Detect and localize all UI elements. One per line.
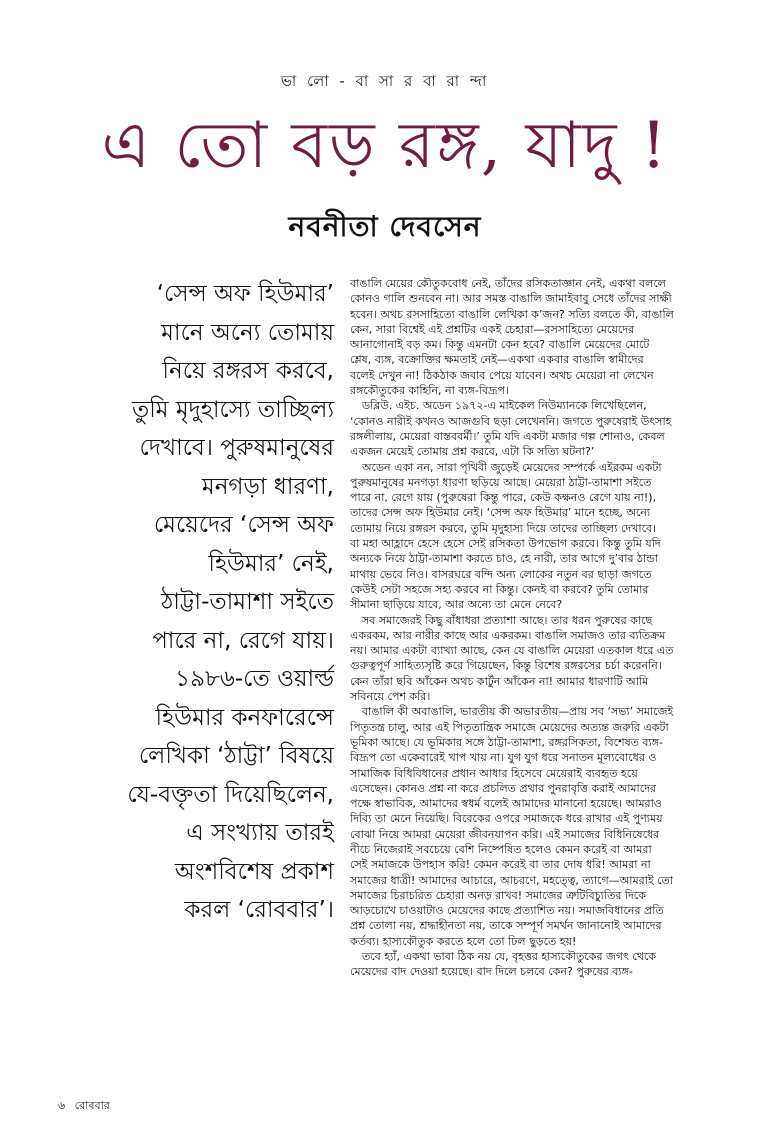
pull-quote-line: মানে অন্যে তোমায় bbox=[161, 319, 334, 346]
body-line: আড়চোখে চাওয়াটাও মেয়েদের কাছে প্রত্যাশিত নয়। সমাজবিধানের প্রতি bbox=[350, 904, 664, 918]
body-line: রঙ্গকৌতুকের কাহিনি, না ব্যঙ্গ-বিদ্রূপ। bbox=[350, 384, 509, 398]
body-line: বাঙালি মেয়ের কৌতুকবোধ নেই, তাঁদের রসিকতাজ্ঞান নেই, একথা বললে bbox=[350, 277, 666, 290]
body-line: কেউই সেটা সহজে সহ্য করবে না কিন্তু। কেনই বা করবে? তুমি তোমার bbox=[350, 582, 649, 596]
body-line: সমাজের চিরাচরিত চেহারা অনড় রাখব! সমাজের ত্রুটিবিচ্যুতির দিকে bbox=[350, 888, 646, 902]
body-line: বা মহা আহ্লাদে হেসে হেসে সেই রসিকতা উপভোগ করবে। কিন্তু তুমি যদি bbox=[350, 537, 661, 551]
body-line: তাদের সেন্স অফ হিউমার নেই। ‘সেন্স অফ হিউমার’ মানে হচ্ছে, অন্যে bbox=[350, 506, 651, 520]
page-footer bbox=[58, 1097, 116, 1116]
body-line: হবেন। অথচ রসসাহিত্যে বাঙালি লেখিকা ক’জন? সত্যি বলতে কী, বাঙালি bbox=[350, 307, 674, 321]
pull-quote-line: ‘সেন্স অফ হিউমার’ bbox=[156, 281, 334, 307]
body-line: নীচে নিজেরাই সবচেয়ে বেশি নিষ্পেষিত হলেও কেমন করেই বা আমরা bbox=[350, 842, 652, 856]
page-number: ৬ bbox=[58, 1099, 66, 1112]
body-line: পিতৃতন্ত্র চালু, আর এই পিতৃতান্ত্রিক সমাজে মেয়েদের অত্যন্ত জরুরি একটা bbox=[350, 720, 669, 734]
body-line: ভূমিকা আছে। যে ভূমিকার সঙ্গে ঠাট্টা-তামাশা, রঙ্গরসিকতা, বিশেষত ব্যঙ্গ- bbox=[350, 735, 663, 749]
body-line: বিদ্রূপ তো একেবারেই খাপ খায় না। যুগ যুগ ধরে সনাতন মূল্যবোধের ও bbox=[350, 751, 657, 765]
body-line: মাথায় ভেবে নিও। বাসরঘরে বন্দি অন্য লোকের নতুন বর ছাড়া জগতে bbox=[350, 567, 652, 581]
pull-quote-line: পারে না, রেগে যায়। bbox=[152, 627, 334, 654]
body-line: সব সমাজেরই কিছু বাঁধাধরা প্রত্যাশা আছে। তার ধরন পুরুষের কাছে bbox=[362, 613, 653, 627]
body-line: এসেছেন। কোনও প্রশ্ন না করে প্রচলিত প্রথার পুনরাবৃত্তি করাই আমাদের bbox=[350, 781, 656, 795]
pull-quote-line: হিউমার কনফারেন্সে bbox=[155, 704, 334, 731]
body-line: সমাজের ধাত্রী! আমাদের আচারে, আচরণে, মহত্ত্বে, ত্যাগে—আমরাই তো bbox=[350, 873, 673, 887]
body-line: ডব্লিউ. এইচ. অডেন ১৯৭২-এ মাইকেল নিউম্যানকে লিখেছিলেন, bbox=[362, 399, 647, 413]
body-line: সামাজিক বিধিবিধানের প্রধান আধার হিসেবে মেয়েরাই ব্যবহৃত হয়ে bbox=[350, 766, 638, 780]
body-line: পক্ষে স্বাভাবিক, আমাদের স্বধর্ম বলেই আমাদের মানানো হয়েছে। আমরাও bbox=[350, 797, 662, 811]
pull-quote-line: অংশবিশেষ প্রকাশ bbox=[174, 858, 334, 885]
article-author: নবনীতা দেবসেন bbox=[288, 210, 482, 243]
pull-quote-line: তুমি মৃদুহাস্যে তাচ্ছিল্য bbox=[131, 396, 334, 423]
body-line: মেয়েদের বাদ দেওয়া হয়েছে। বাদ দিলে চলবে কেন? পুরুষের ব্যঙ্গ- bbox=[350, 965, 633, 979]
pull-quote-line: করল ‘রোববার’। bbox=[184, 897, 334, 923]
body-line: অডেন একা নন, সারা পৃথিবী জুড়েই মেয়েদের সম্পর্কে এইরকম একটা bbox=[362, 460, 662, 474]
body-line: অন্যকে নিয়ে ঠাট্টা-তামাশা করতে চাও, হে নারী, তার আগে দু’বার ঠান্ডা bbox=[350, 552, 659, 566]
pull-quote bbox=[88, 275, 334, 930]
body-line: একরকম, আর নারীর কাছে আর একরকম। বাঙালি সমাজও তার ব্যতিক্রম bbox=[350, 628, 666, 642]
body-line: পুরুষমানুষের মনগড়া ধারণা ছড়িয়ে আছে। মেয়েরা ঠাট্টা-তামাশা সইতে bbox=[350, 475, 652, 489]
pull-quote-line: এ সংখ্যায় তারই bbox=[186, 820, 334, 846]
body-line: তোমায় নিয়ে রঙ্গরস করবে, তুমি মৃদুহাস্য দিয়ে তাদের তাচ্ছিল্য দেখাবে। bbox=[350, 521, 657, 535]
section-kicker: ভা লো - বা সা র বা রা ন্দা bbox=[280, 72, 490, 90]
body-line: কোনও গালি শুনবেন না। আর সমস্ত বাঙালি জামাইবাবু সেধে তাঁদের সাক্ষী bbox=[350, 292, 672, 306]
body-line: দিব্যি তা মেনে নিয়েছি। বিবেকের ওপরে সমাজকে ধরে রাখার এই পুণ্যময় bbox=[350, 812, 663, 826]
article-body bbox=[350, 276, 686, 980]
body-line: গুরুত্বপূর্ণ সাহিত্যসৃষ্টি করে গিয়েছেন, কিন্তু বিশেষ রঙ্গরসের চর্চা করেননি। bbox=[350, 659, 662, 673]
pull-quote-line: ১৯৮৬-তে ওয়ার্ল্ড bbox=[175, 666, 334, 692]
body-line: বাঙালি কী অবাঙালি, ভারতীয় কী অভারতীয়—প্রায় সব ‘সভ্য’ সমাজেই bbox=[362, 705, 674, 719]
body-line: আনাগোনাই বড় কম। কিন্তু এমনটা কেন হবে? বাঙালি মেয়েদের মোটে bbox=[350, 338, 650, 352]
body-line: কেন তাঁরা ছবি আঁকেন অথচ কার্টুন আঁকেন না! আমার ধারণাটি আমি bbox=[350, 674, 649, 688]
pull-quote-line: নিয়ে রঙ্গরস করবে, bbox=[162, 358, 334, 384]
pull-quote-line: মেয়েদের ‘সেন্স অফ bbox=[153, 512, 334, 538]
magazine-name: রোববার bbox=[74, 1099, 110, 1112]
body-line: ‘কোনও নারীই কখনও আজগুবি ছড়া লেখেননি। জগতে পুরুষেরাই উৎসাহ bbox=[350, 414, 672, 428]
body-line: সীমানা ছাড়িয়ে যাবে, আর অন্যে তা মেনে নেবে? bbox=[350, 598, 563, 612]
body-line: কর্তব্য। হাস্যকৌতুক করতে হলে তো ঢিল ছুড়তে হয়! bbox=[350, 934, 577, 948]
pull-quote-line: হিউমার’ নেই, bbox=[208, 550, 334, 577]
pull-quote-line: দেখাবে। পুরুষমানুষের bbox=[139, 435, 334, 461]
body-line: বোঝা নিয়ে আমরা মেয়েরা জীবনযাপন করি। এই সমাজের বিধিনিষেধের bbox=[350, 827, 660, 841]
body-line: শ্লেষ, ব্যঙ্গ, বক্রোক্তির ক্ষমতাই নেই—একথা একবার বাঙালি স্বামীদের bbox=[350, 353, 644, 367]
pull-quote-line: লেখিকা ‘ঠাট্টা’ বিষয়ে bbox=[138, 743, 334, 769]
body-line: তবে হ্যাঁ, একথা ভাবা ঠিক নয় যে, বৃহত্তর হাস্যকৌতুকের জগৎ থেকে bbox=[362, 950, 657, 964]
body-line: নয়। আমার একটা ব্যাখ্যা আছে, কেন যে বাঙালি মেয়েরা এতকাল ধরে এত bbox=[350, 644, 674, 658]
body-line: সেই সমাজকে উপহাস করি! কেমন করেই বা তার দোষ ধরি! আমরা না bbox=[350, 858, 651, 872]
pull-quote-line: ঠাট্টা-তামাশা সইতে bbox=[160, 589, 334, 615]
body-line: কেন, সারা বিশ্বেই এই প্রশ্নটির একই চেহারা—রসসাহিত্যে মেয়েদের bbox=[350, 322, 635, 336]
body-line: রঙ্গলীলায়, মেয়েরা বাস্তববর্মী।’ তুমি যদি একটা মজার গল্প শোনাও, কেবল bbox=[350, 429, 665, 443]
body-line: সবিনয়ে পেশ করি। bbox=[350, 690, 431, 704]
body-line: প্রশ্ন তোলা নয়, শ্রদ্ধাহীনতা নয়, তাকে সম্পূর্ণ সমর্থন জানানোই আমাদের bbox=[350, 919, 662, 933]
body-line: পারে না, রেগে যায় (পুরুষেরা কিন্তু পারে, কেউ কক্ষনও রেগে যায় না!), bbox=[350, 491, 657, 505]
pull-quote-line: যে-বক্তৃতা দিয়েছিলেন, bbox=[127, 781, 334, 808]
body-line: বলেই দেখুন না! ঠিকঠাক জবাব পেয়ে যাবেন। অথচ মেয়েরা না লেখেন bbox=[350, 368, 654, 382]
body-line: একজন মেয়েই তোমায় প্রশ্ন করবে, এটা কি সত্যি ঘটনা?’ bbox=[350, 445, 595, 459]
article-title: এ তো বড় রঙ্গ, যাদু ! bbox=[101, 109, 669, 183]
pull-quote-line: মনগড়া ধারণা, bbox=[201, 473, 334, 500]
